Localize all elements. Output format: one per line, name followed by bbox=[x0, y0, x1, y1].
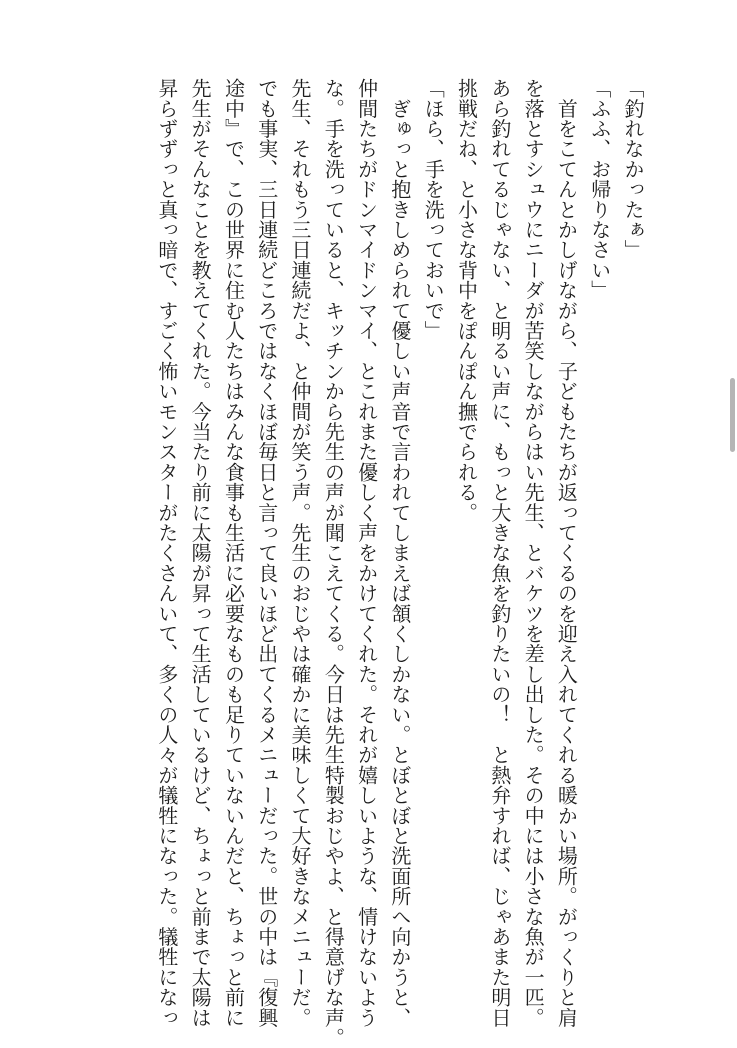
text-line: 先生、それもう三日連続だよ、と仲間が笑う声。先生のおじやは確かに美味しくて大好きなメニューだ。 bbox=[288, 78, 313, 1028]
text-line: 仲間たちがドンマイドンマイ、とこれまた優しく声をかけてくれた。それが嬉しいような、情けないよう bbox=[354, 78, 379, 1028]
text-line: 「釣れなかったぁ」 bbox=[621, 78, 645, 260]
scrollbar-thumb[interactable] bbox=[730, 378, 735, 452]
text-line: あら釣れてるじゃない、と明るい声に、もっと大きな魚を釣りたいの！ と熱弁すれば、じゃあまた明日 bbox=[487, 78, 512, 1028]
text-line: 「ふふ、お帰りなさい」 bbox=[587, 78, 612, 301]
text-line: 首をこてんとかしげながら、子どもたちが返ってくるのを迎え入れてくれる暖かい場所。がっくりと肩 bbox=[554, 78, 579, 1028]
text-line: 「ほら、手を洗っておいで」 bbox=[421, 78, 446, 341]
text-line: 先生がそんなことを教えてくれた。今当たり前に太陽が昇って生活しているけど、ちょっと前まで太陽は bbox=[188, 78, 213, 1028]
text-line: 昇らずずっと真っ暗で、すごく怖いモンスターがたくさんいて、多くの人々が犠牲になった。犠牲になっ bbox=[154, 78, 179, 1028]
text-line: 挑戦だね、と小さな背中をぽんぽん撫でられる。 bbox=[454, 78, 479, 523]
text-line: ぎゅっと抱きしめられて優しい声音で言われてしまえば頷くしかない。とぼとぼと洗面所へ向かうと、 bbox=[387, 78, 412, 1028]
text-line: 途中』で、この世界に住む人たちはみんな食事も生活に必要なものも足りていないんだと、ちょっと前に bbox=[221, 78, 246, 1028]
text-line: を落とすシュウにニーダが苦笑しながらはい先生、とバケツを差し出した。その中には小さな魚が一匹。 bbox=[521, 78, 546, 1028]
vertical-text-body bbox=[150, 78, 649, 1048]
text-line: な。手を洗っていると、キッチンから先生の声が聞こえてくる。今日は先生特製おじやよ、と得意げな声。 bbox=[321, 78, 346, 1048]
scrollbar-track[interactable] bbox=[727, 0, 737, 1024]
text-line: でも事実、三日連続どころではなくほぼ毎日と言って良いほど出てくるメニューだった。世の中は『復興 bbox=[254, 78, 279, 1028]
